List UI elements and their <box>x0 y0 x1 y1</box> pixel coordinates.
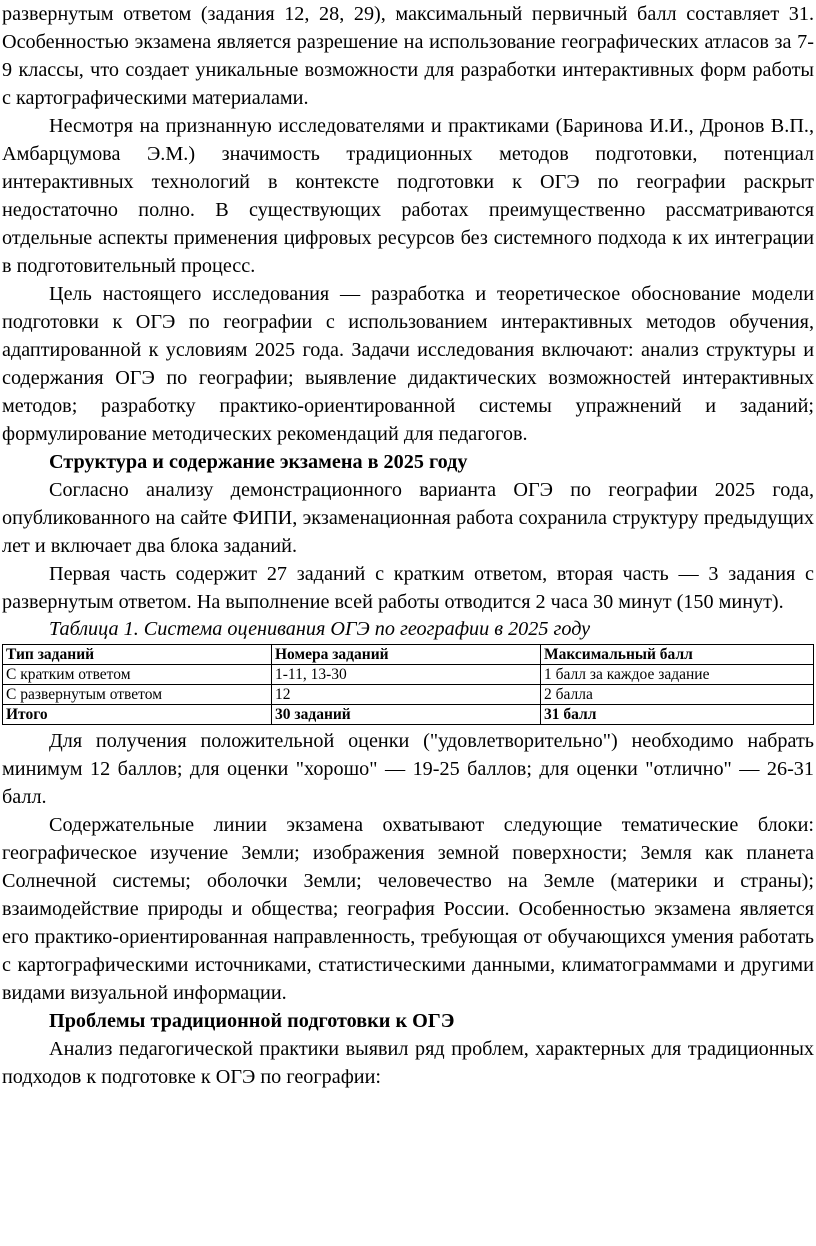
section-heading-problems: Проблемы традиционной подготовки к ОГЭ <box>49 1010 455 1032</box>
table-header-cell: Номера заданий <box>272 645 541 665</box>
table-cell: 30 заданий <box>272 705 541 725</box>
table-cell: 1 балл за каждое задание <box>541 665 814 685</box>
table-cell: 12 <box>272 685 541 705</box>
paragraph-demo-analysis: Согласно анализу демонстрационного варианта ОГЭ по географии 2025 года, опубликованного на сайте ФИПИ, экзаменационная работа сохранила структуру предыдущих лет и включает два блока заданий. <box>2 479 814 557</box>
table-cell: Итого <box>3 705 272 725</box>
table-cell: С кратким ответом <box>3 665 272 685</box>
table-cell: 1-11, 13-30 <box>272 665 541 685</box>
table-cell: 2 балла <box>541 685 814 705</box>
table-caption: Таблица 1. Система оценивания ОГЭ по географии в 2025 году <box>49 618 591 640</box>
table-row <box>3 685 814 705</box>
paragraph-context: Несмотря на признанную исследователями и практиками (Баринова И.И., Дронов В.П., Амбарцумова Э.М.) значимость традиционных методов подготовки, потенциал интерактивных технологий в контексте подготовки к ОГЭ по географии раскрыт недостаточно полно. В существующих работах преимущественно рассматриваются отдельные аспекты применения цифровых ресурсов без системного подхода к их интеграции в подготовительный процесс. <box>2 115 814 277</box>
paragraph-grading-thresholds: Для получения положительной оценки ("удовлетворительно") необходимо набрать минимум 12 баллов; для оценки "хорошо" — 19-25 баллов; для оценки "отлично" — 26-31 балл. <box>2 730 814 808</box>
table-header-row <box>3 645 814 665</box>
section-heading-structure: Структура и содержание экзамена в 2025 году <box>49 451 468 473</box>
grading-table <box>2 644 814 725</box>
paragraph-practice-analysis: Анализ педагогической практики выявил ряд проблем, характерных для традиционных подходов к подготовке к ОГЭ по географии: <box>2 1038 814 1088</box>
paragraph-continuation: развернутым ответом (задания 12, 28, 29), максимальный первичный балл составляет 31. Особенностью экзамена является разрешение на использование географических атласов за 7-9 классы, что создает уникальные возможности для разработки интерактивных форм работы с картографическими материалами. <box>2 3 814 109</box>
table-cell: С развернутым ответом <box>3 685 272 705</box>
paragraph-exam-parts: Первая часть содержит 27 заданий с кратким ответом, вторая часть — 3 задания с развернутым ответом. На выполнение всей работы отводится 2 часа 30 минут (150 минут). <box>2 563 814 613</box>
paragraph-goal: Цель настоящего исследования — разработка и теоретическое обоснование модели подготовки к ОГЭ по географии с использованием интерактивных методов обучения, адаптированной к условиям 2025 года. Задачи исследования включают: анализ структуры и содержания ОГЭ по географии; выявление дидактических возможностей интерактивных методов; разработку практико-ориентированной системы упражнений и заданий; формулирование методических рекомендаций для педагогов. <box>2 283 814 445</box>
table-total-row <box>3 705 814 725</box>
paragraph-content-lines: Содержательные линии экзамена охватывают следующие тематические блоки: географическое изучение Земли; изображения земной поверхности; Земля как планета Солнечной системы; оболочки Земли; человечество на Земле (материки и страны); взаимодействие природы и общества; география России. Особенностью экзамена является его практико-ориентированная направленность, требующая от обучающихся умения работать с картографическими источниками, статистическими данными, климатограммами и другими видами визуальной информации. <box>2 814 814 1004</box>
table-cell: 31 балл <box>541 705 814 725</box>
table-header-cell: Максимальный балл <box>541 645 814 665</box>
table-row <box>3 665 814 685</box>
table-header-cell: Тип заданий <box>3 645 272 665</box>
